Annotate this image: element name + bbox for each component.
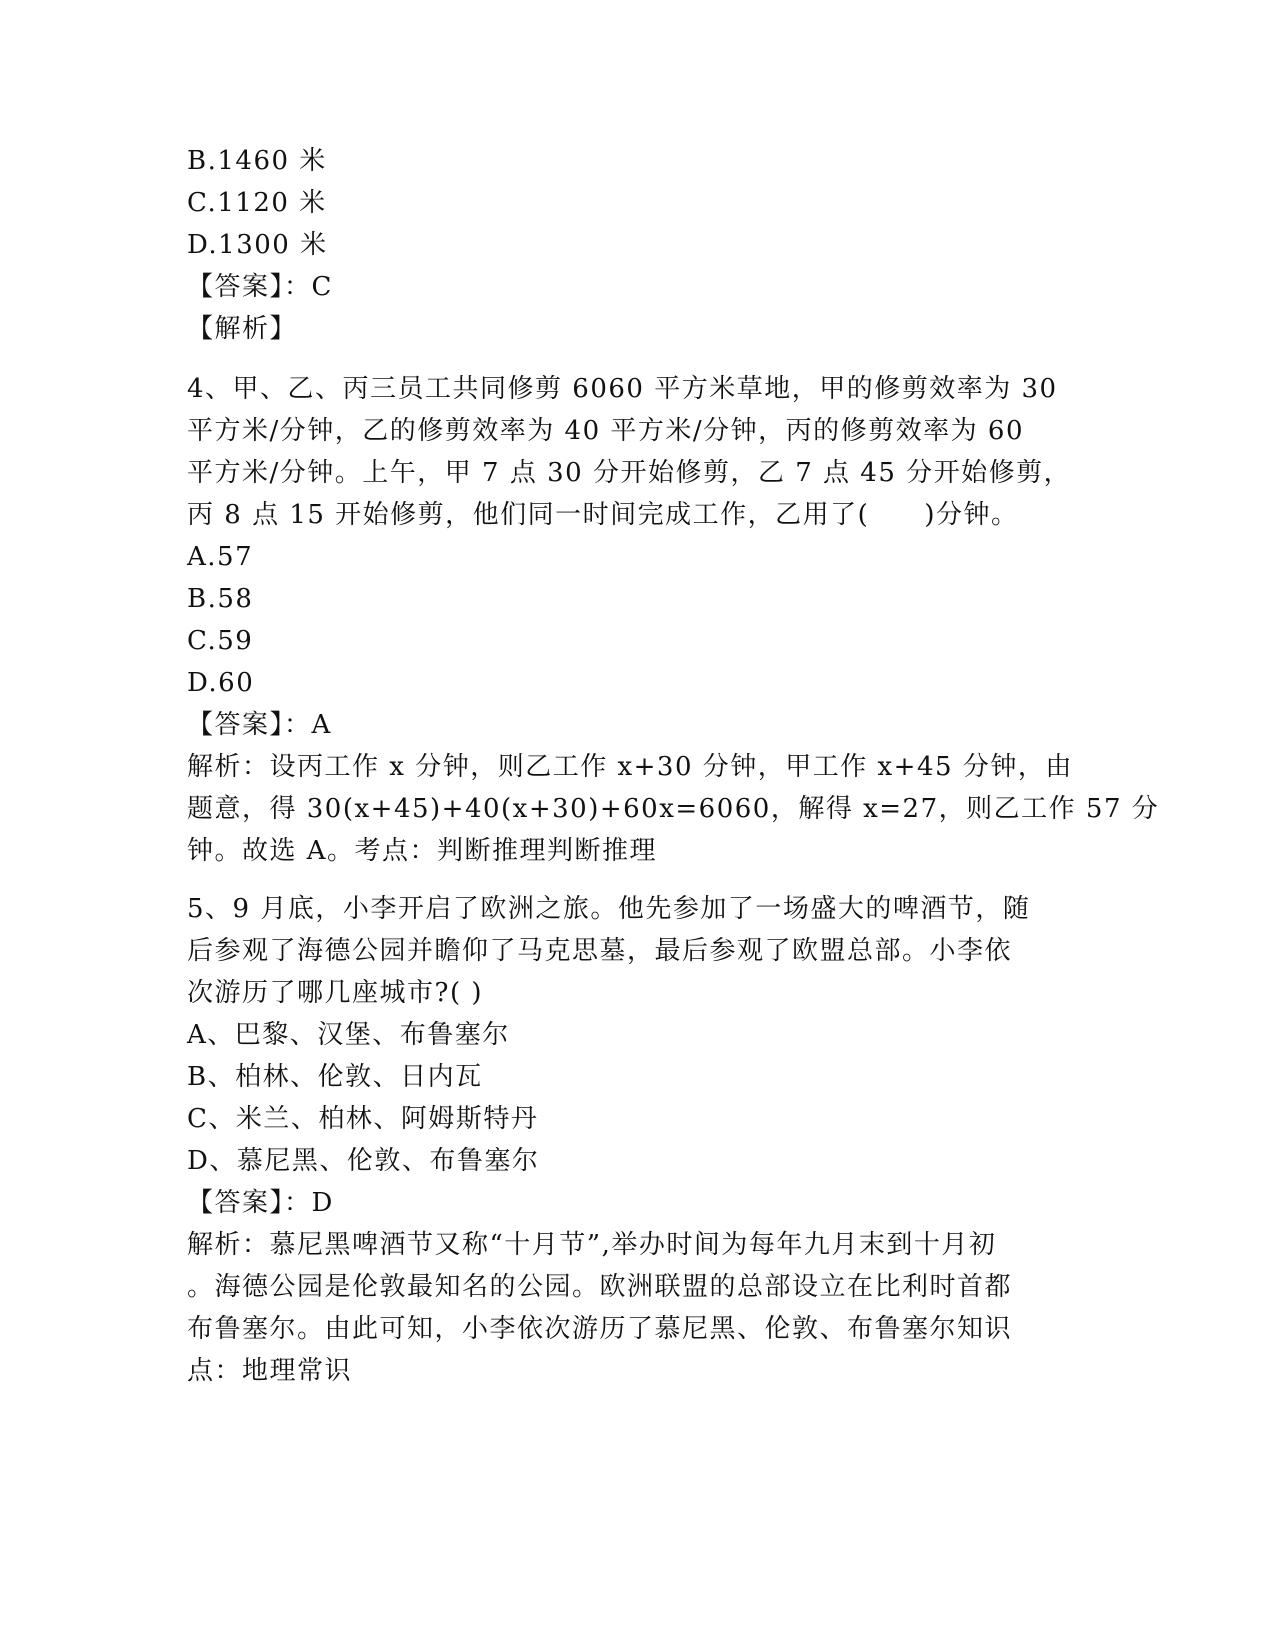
q4-analysis-line: 钟。故选 A。考点：判断推理判断推理 bbox=[187, 836, 658, 866]
q3-answer: 【答案】：C bbox=[187, 272, 333, 302]
q3-analysis-label: 【解析】 bbox=[187, 314, 298, 344]
q4-answer: 【答案】：A bbox=[187, 710, 332, 740]
q3-option-d: D.1300 米 bbox=[187, 230, 328, 260]
q5-question-line: 次游历了哪几座城市?( ) bbox=[187, 978, 483, 1008]
q5-option-c: C、米兰、柏林、阿姆斯特丹 bbox=[187, 1104, 539, 1134]
q5-analysis-line: 解析：慕尼黑啤酒节又称“十月节”,举办时间为每年九月末到十月初 bbox=[187, 1230, 997, 1260]
q3-option-c: C.1120 米 bbox=[187, 188, 327, 218]
q5-analysis-line: 布鲁塞尔。由此可知，小李依次游历了慕尼黑、伦敦、布鲁塞尔知识 bbox=[187, 1314, 1013, 1344]
q4-question-line: 平方米/分钟。上午，甲 7 点 30 分开始修剪，乙 7 点 45 分开始修剪， bbox=[187, 458, 1072, 488]
q4-analysis-line: 解析：设丙工作 x 分钟，则乙工作 x+30 分钟，甲工作 x+45 分钟，由 bbox=[187, 752, 1073, 782]
q4-analysis-line: 题意，得 30(x+45)+40(x+30)+60x=6060，解得 x=27，则乙工作 57 分 bbox=[187, 794, 1160, 824]
q5-analysis-line: 点：地理常识 bbox=[187, 1356, 353, 1386]
q4-option-a: A.57 bbox=[187, 542, 254, 572]
q5-option-d: D、慕尼黑、伦敦、布鲁塞尔 bbox=[187, 1146, 540, 1176]
q4-option-c: C.59 bbox=[187, 626, 254, 656]
q5-answer: 【答案】：D bbox=[187, 1188, 334, 1218]
q5-question-line: 5、9 月底，小李开启了欧洲之旅。他先参加了一场盛大的啤酒节，随 bbox=[187, 894, 1031, 924]
q5-question-line: 后参观了海德公园并瞻仰了马克思墓，最后参观了欧盟总部。小李依 bbox=[187, 936, 1013, 966]
q4-option-d: D.60 bbox=[187, 668, 255, 698]
q4-question-line: 丙 8 点 15 开始修剪，他们同一时间完成工作，乙用了( )分钟。 bbox=[187, 500, 1019, 530]
q5-option-a: A、巴黎、汉堡、布鲁塞尔 bbox=[187, 1020, 510, 1050]
q4-question-line: 平方米/分钟，乙的修剪效率为 40 平方米/分钟，丙的修剪效率为 60 bbox=[187, 416, 1024, 446]
q4-option-b: B.58 bbox=[187, 584, 254, 614]
q5-option-b: B、柏林、伦敦、日内瓦 bbox=[187, 1062, 483, 1092]
q3-option-b: B.1460 米 bbox=[187, 146, 327, 176]
q4-question-line: 4、甲、乙、丙三员工共同修剪 6060 平方米草地，甲的修剪效率为 30 bbox=[187, 374, 1058, 404]
q5-analysis-line: 。海德公园是伦敦最知名的公园。欧洲联盟的总部设立在比利时首都 bbox=[187, 1272, 1013, 1302]
